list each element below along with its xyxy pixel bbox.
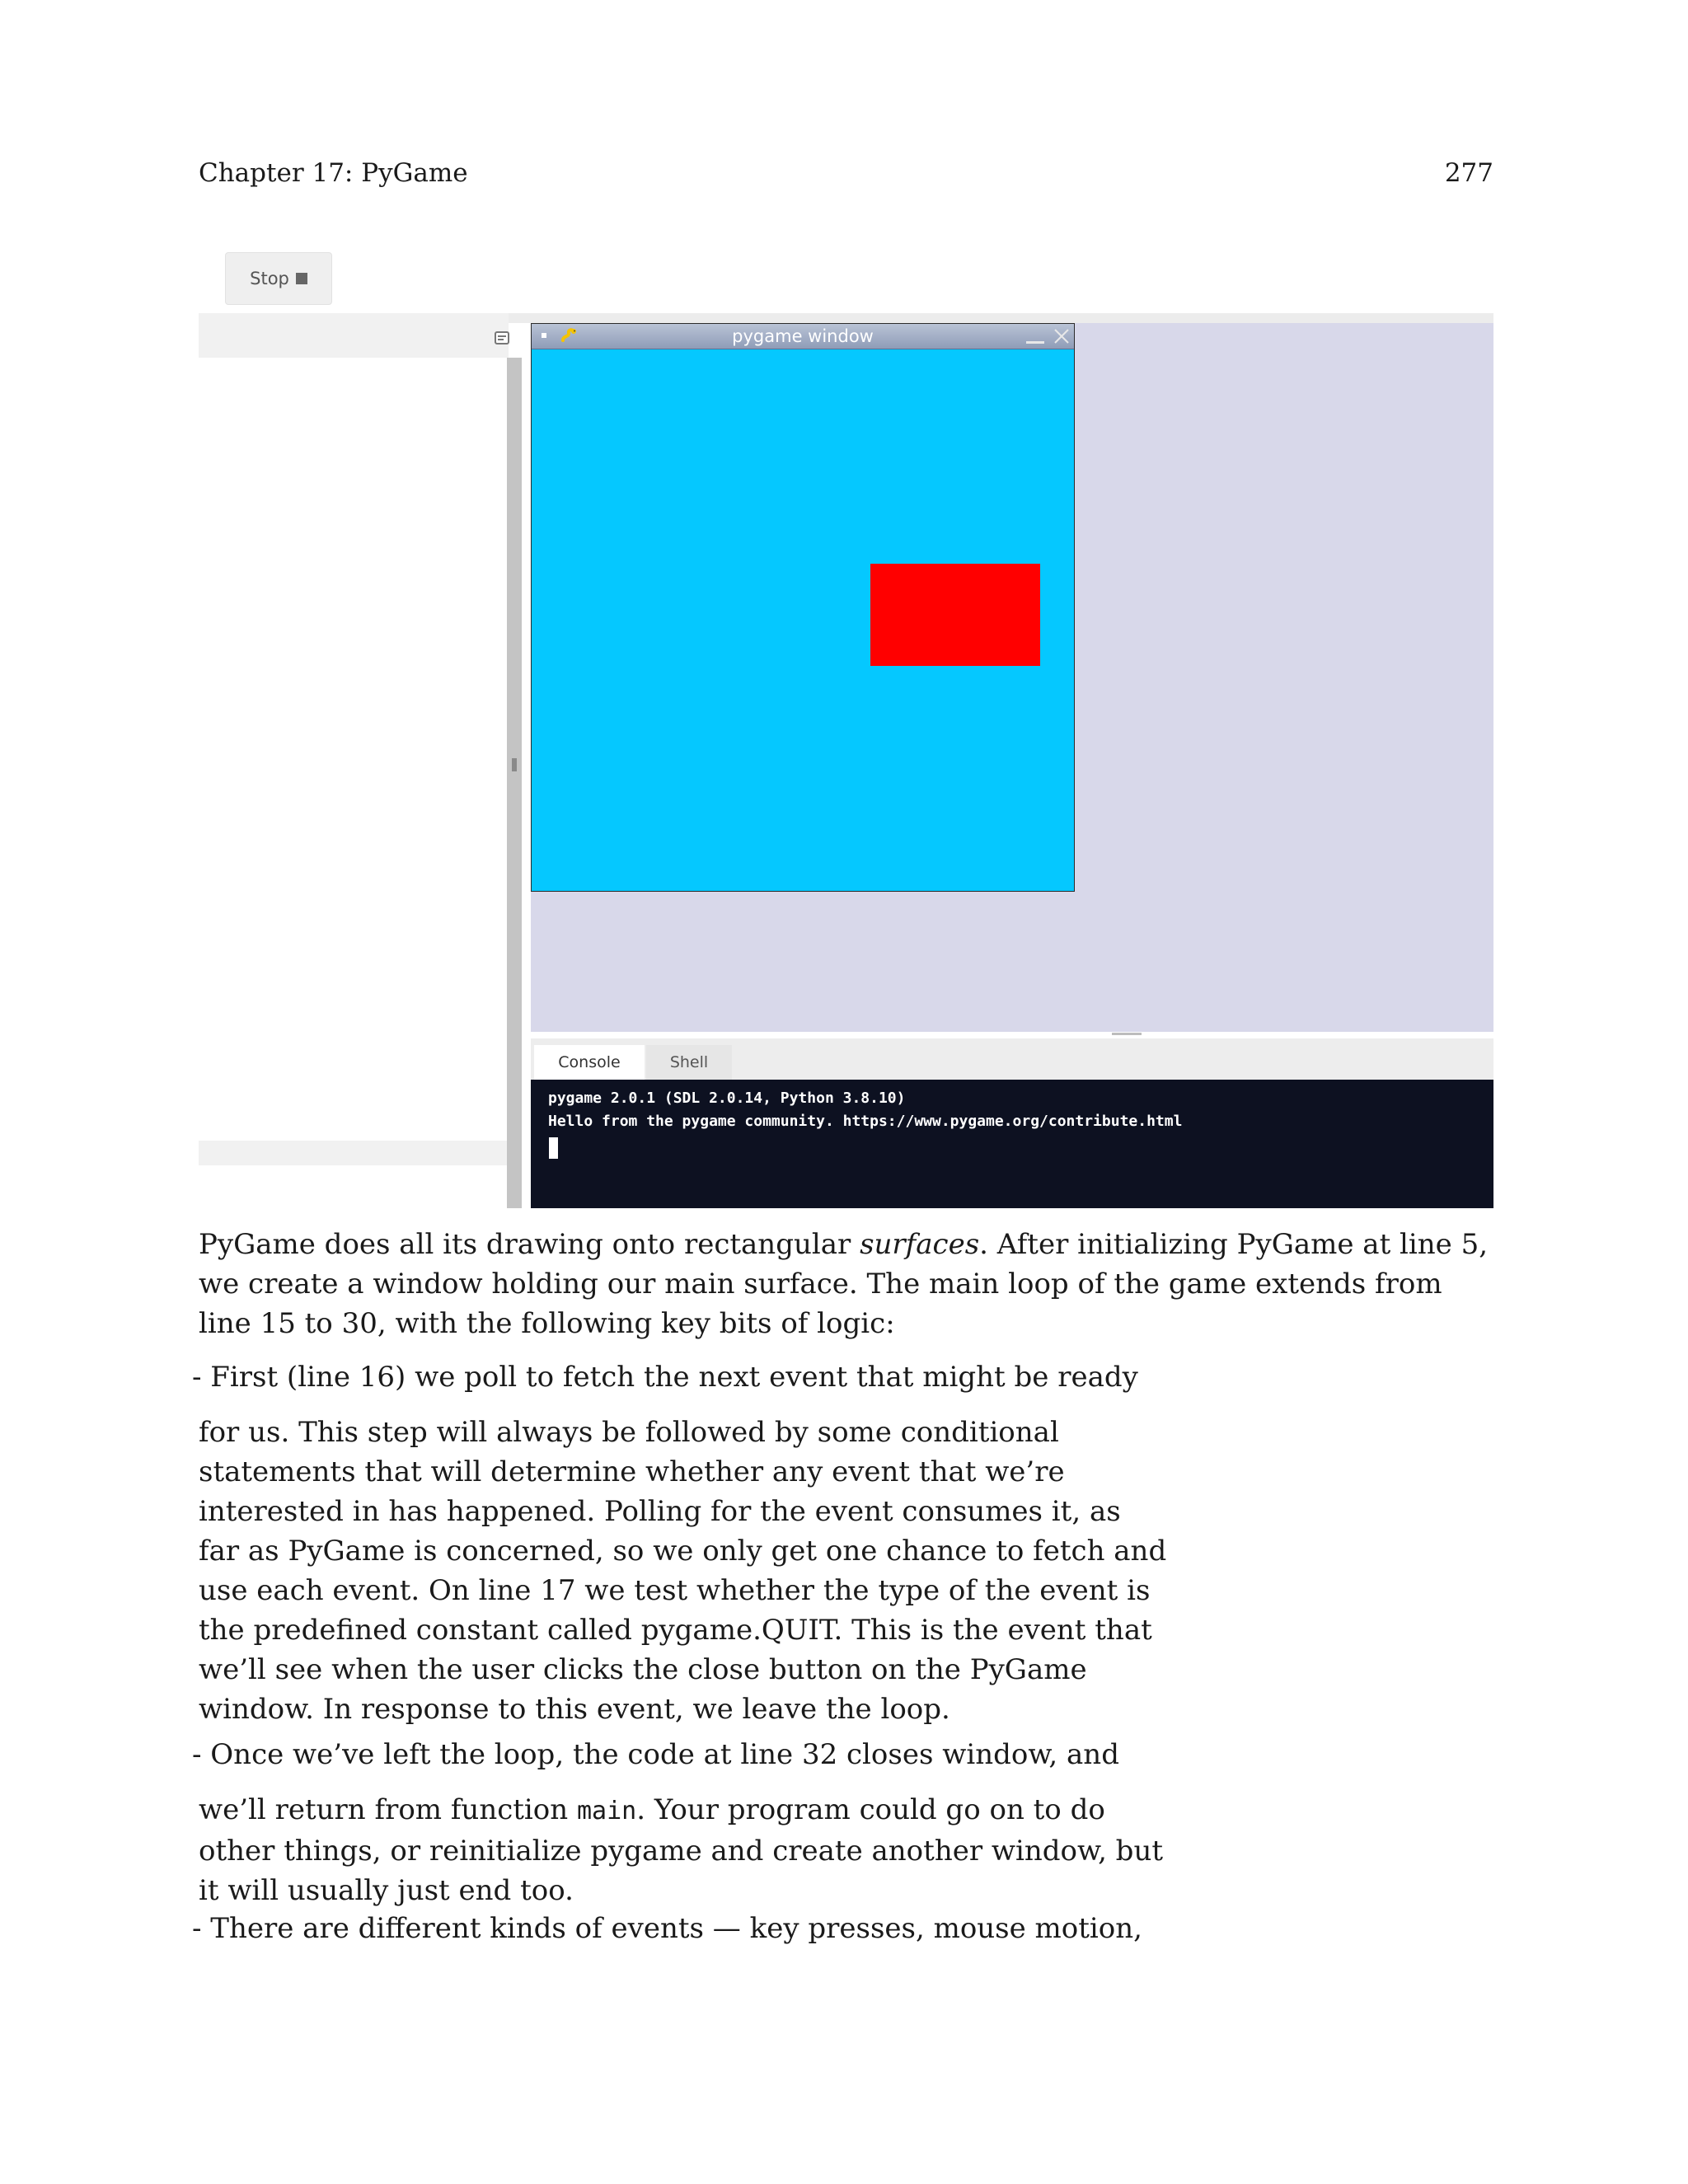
inline-code-main: main	[576, 1797, 637, 1825]
text-line: use each event. On line 17 we test whether the type of the event is	[199, 1574, 1151, 1607]
editor-top-strip	[509, 313, 1493, 323]
left-panel-footer	[199, 1141, 509, 1165]
emphasis-surfaces: surfaces	[860, 1228, 980, 1261]
stop-icon	[296, 273, 307, 284]
text-segment: we’ll return from function	[199, 1793, 577, 1826]
console-output[interactable]	[531, 1080, 1493, 1208]
panel-toggle-icon[interactable]	[495, 331, 509, 344]
splitter-handle[interactable]	[1112, 1033, 1142, 1035]
text-line	[199, 1790, 1163, 1831]
vertical-scrollbar[interactable]	[507, 358, 522, 1208]
text-line: the predefined constant called pygame.QUIT. This is the event that	[199, 1614, 1152, 1647]
chapter-header: Chapter 17: PyGame	[199, 158, 468, 188]
stop-button[interactable]	[225, 252, 332, 305]
bullet-continuation	[199, 1413, 1166, 1729]
paragraph-surfaces	[199, 1225, 1501, 1343]
pygame-window-title: pygame window	[732, 326, 874, 346]
bullet-item-first: - First (line 16) we poll to fetch the next event that might be ready	[192, 1361, 1138, 1394]
text-line: for us. This step will always be followed by some conditional	[199, 1416, 1059, 1449]
page-number: 277	[1444, 158, 1493, 188]
minimize-icon[interactable]	[1026, 341, 1044, 344]
bullet-continuation	[199, 1790, 1163, 1910]
scrollbar-grip[interactable]	[512, 758, 517, 771]
left-panel-header	[199, 313, 509, 358]
console-line: Hello from the pygame community. https://www.pygame.org/contribute.html	[548, 1113, 1183, 1130]
close-icon[interactable]	[1053, 327, 1071, 345]
bullet-item-third: - There are different kinds of events — key presses, mouse motion,	[192, 1912, 1142, 1945]
tab-console[interactable]: Console	[534, 1045, 645, 1080]
console-line: pygame 2.0.1 (SDL 2.0.14, Python 3.8.10)	[548, 1090, 906, 1107]
stop-button-label: Stop	[250, 269, 289, 288]
ide-screenshot-figure	[199, 247, 1493, 1208]
text-line: statements that will determine whether any event that we’re	[199, 1455, 1065, 1488]
paragraph-text: . After initializing PyGame at line 5, we create a window holding our main surface. The main loop of the game extends from line 15 to 30, with the following key bits of logic:	[199, 1228, 1489, 1340]
red-rectangle	[870, 564, 1040, 666]
text-segment: . Your program could go on to do	[636, 1793, 1105, 1826]
pygame-window-titlebar[interactable]	[532, 324, 1074, 349]
paragraph-text: PyGame does all its drawing onto rectangular	[199, 1228, 860, 1261]
text-line: other things, or reinitialize pygame and create another window, but	[199, 1835, 1164, 1868]
pygame-window[interactable]	[531, 323, 1075, 892]
text-line: far as PyGame is concerned, so we only get one chance to fetch and	[199, 1535, 1167, 1568]
console-cursor	[549, 1137, 558, 1159]
text-line: interested in has happened. Polling for the event consumes it, as	[199, 1495, 1121, 1528]
text-line: we’ll see when the user clicks the close button on the PyGame	[199, 1653, 1087, 1686]
bullet-item-second: - Once we’ve left the loop, the code at line 32 closes window, and	[192, 1738, 1119, 1771]
console-tabbar	[531, 1038, 1493, 1080]
text-line: it will usually just end too.	[199, 1874, 574, 1907]
tab-shell[interactable]: Shell	[646, 1045, 732, 1080]
text-line: window. In response to this event, we leave the loop.	[199, 1693, 950, 1726]
